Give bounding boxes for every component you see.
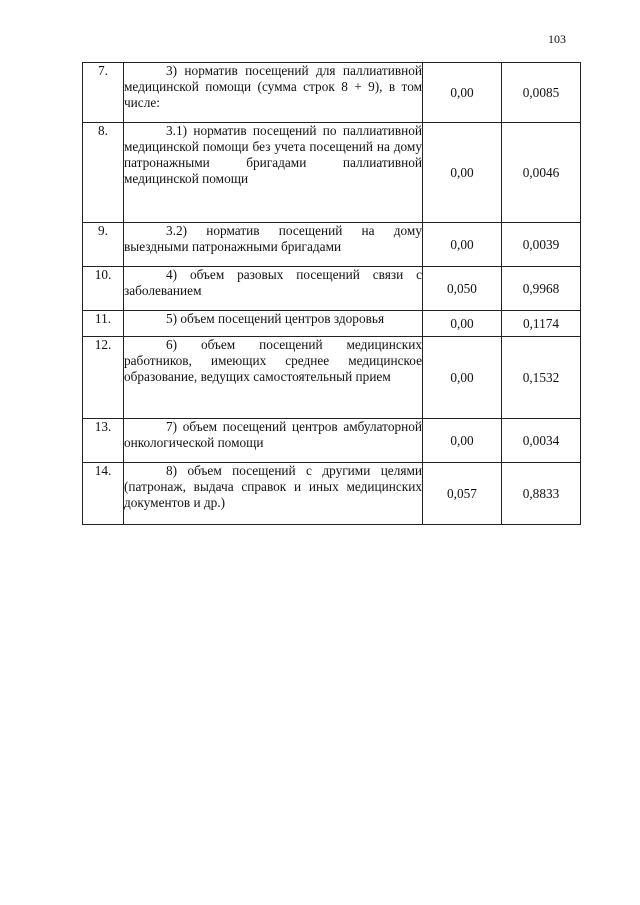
row-description: 8) объем посещений с другими целями (патронаж, выдача справок и иных медицинских документов и др.) [124, 463, 423, 525]
row-description: 3) норматив посещений для паллиативной медицинской помощи (сумма строк 8 + 9), в том числе: [124, 63, 423, 123]
row-description: 6) объем посещений медицинских работников, имеющих среднее медицинское образование, ведущих самостоятельный прием [124, 337, 423, 419]
row-description: 5) объем посещений центров здоровья [124, 311, 423, 337]
table-row [83, 123, 581, 223]
table-row [83, 267, 581, 311]
row-number: 14. [83, 463, 124, 525]
row-value-2: 0,0039 [502, 223, 581, 267]
table-row [83, 223, 581, 267]
row-value-2: 0,1532 [502, 337, 581, 419]
row-value-1: 0,00 [423, 311, 502, 337]
row-number: 11. [83, 311, 124, 337]
table-row [83, 419, 581, 463]
row-description: 7) объем посещений центров амбулаторной онкологической помощи [124, 419, 423, 463]
table-row [83, 337, 581, 419]
row-description: 3.1) норматив посещений по паллиативной медицинской помощи без учета посещений на дому патронажными бригадами паллиативной медицинской помощи [124, 123, 423, 223]
row-value-1: 0,00 [423, 63, 502, 123]
row-value-1: 0,057 [423, 463, 502, 525]
row-value-1: 0,00 [423, 337, 502, 419]
row-value-2: 0,0034 [502, 419, 581, 463]
row-number: 13. [83, 419, 124, 463]
row-value-2: 0,9968 [502, 267, 581, 311]
row-value-2: 0,8833 [502, 463, 581, 525]
row-value-1: 0,00 [423, 123, 502, 223]
row-value-1: 0,050 [423, 267, 502, 311]
row-number: 7. [83, 63, 124, 123]
row-value-2: 0,0046 [502, 123, 581, 223]
row-number: 8. [83, 123, 124, 223]
data-table [82, 62, 581, 525]
row-value-1: 0,00 [423, 419, 502, 463]
row-number: 12. [83, 337, 124, 419]
row-value-2: 0,0085 [502, 63, 581, 123]
table-row [83, 463, 581, 525]
row-number: 10. [83, 267, 124, 311]
table-row [83, 63, 581, 123]
row-description: 4) объем разовых посещений связи с заболеванием [124, 267, 423, 311]
table-row [83, 311, 581, 337]
row-value-1: 0,00 [423, 223, 502, 267]
row-number: 9. [83, 223, 124, 267]
page-number: 103 [548, 32, 566, 46]
row-value-2: 0,1174 [502, 311, 581, 337]
row-description: 3.2) норматив посещений на дому выездными патронажными бригадами [124, 223, 423, 267]
